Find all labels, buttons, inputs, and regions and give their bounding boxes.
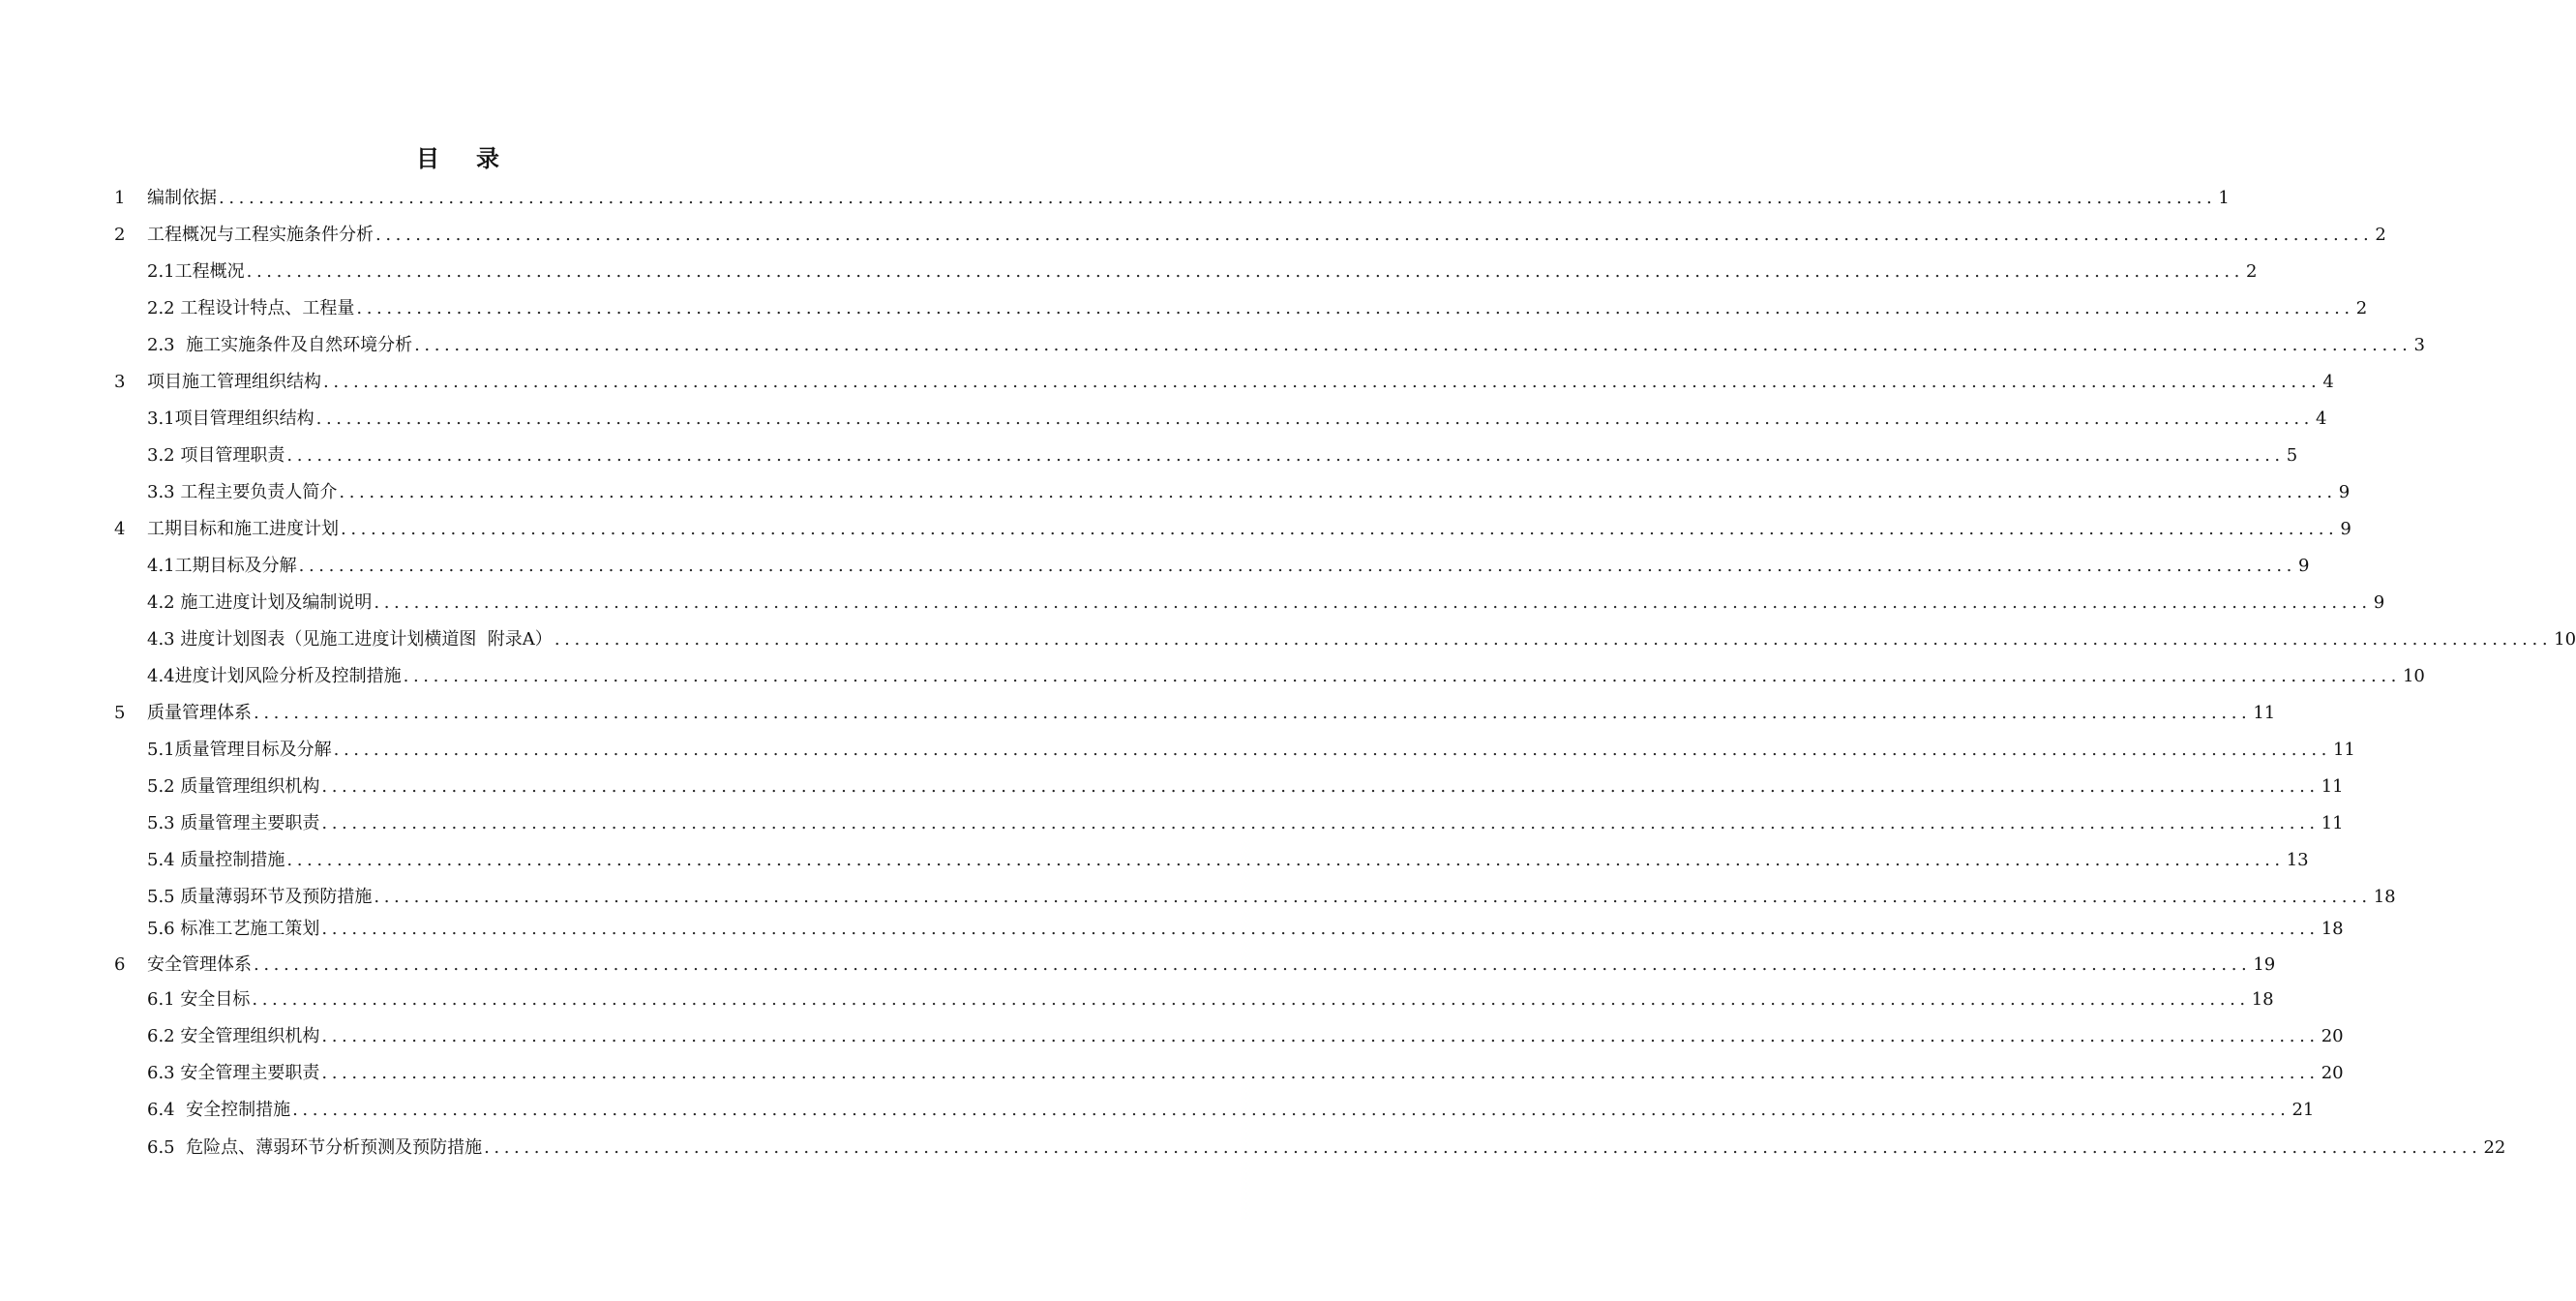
toc-entry-number: 4.2	[147, 592, 175, 613]
toc-entry-number: 3.1	[147, 408, 175, 429]
toc-entry-title: 安全管理主要职责	[174, 1063, 320, 1083]
toc-entry-page-number: 4	[2315, 408, 2327, 429]
toc-entry[interactable]	[114, 181, 2230, 216]
toc-entry-title: 施工进度计划及编制说明	[174, 592, 373, 613]
toc-entry-title: 工程设计特点、工程量	[174, 298, 355, 318]
toc-dot-leader: ........................................................................................................................................................................................................	[356, 298, 2354, 318]
toc-entry-title: 安全控制措施	[174, 1100, 291, 1120]
toc-entry[interactable]	[114, 912, 2344, 947]
toc-entry[interactable]	[114, 475, 2351, 510]
toc-dot-leader: ........................................................................................................................................................................................................	[414, 335, 2412, 355]
toc-entry-number: 4	[114, 519, 126, 539]
toc-entry-title: 标准工艺施工策划	[174, 919, 320, 939]
toc-entry-number: 2.1	[147, 261, 175, 282]
toc-entry-page-number: 9	[2340, 519, 2351, 539]
toc-entry[interactable]	[114, 843, 2309, 878]
toc-entry-number: 5	[114, 703, 126, 723]
toc-entry-title: 工期目标及分解	[174, 556, 297, 576]
toc-dot-leader: ........................................................................................................................................................................................................	[286, 850, 2285, 870]
toc-entry-title: 安全管理体系	[147, 954, 252, 975]
toc-entry-page-number: 2	[2245, 261, 2258, 282]
toc-entry[interactable]	[114, 218, 2386, 253]
toc-dot-leader: ........................................................................................................................................................................................................	[286, 445, 2285, 466]
toc-entry[interactable]	[114, 880, 2396, 915]
toc-entry-title: 编制依据	[147, 188, 217, 208]
toc-dot-leader: ........................................................................................................................................................................................................	[341, 519, 2339, 539]
toc-dot-leader: ........................................................................................................................................................................................................	[246, 261, 2244, 282]
toc-entry-page-number: 20	[2321, 1026, 2344, 1046]
toc-entry[interactable]	[114, 1056, 2344, 1091]
toc-entry-page-number: 11	[2321, 776, 2344, 797]
toc-dot-leader: ........................................................................................................................................................................................................	[254, 703, 2252, 723]
toc-entry-title: 质量管理主要职责	[174, 813, 320, 833]
toc-entry-title: 施工实施条件及自然环境分析	[174, 335, 413, 355]
toc-dot-leader: ........................................................................................................................................................................................................	[375, 225, 2374, 245]
toc-entry-title: 质量管理体系	[147, 703, 252, 723]
toc-entry[interactable]	[114, 983, 2274, 1017]
toc-entry-number: 6.5	[147, 1137, 175, 1158]
toc-entry-page-number: 9	[2373, 592, 2385, 613]
toc-dot-leader: ........................................................................................................................................................................................................	[292, 1100, 2291, 1120]
toc-entry-page-number: 18	[2373, 887, 2396, 907]
toc-dot-leader: ........................................................................................................................................................................................................	[554, 629, 2553, 650]
toc-entry-title: 安全管理组织机构	[174, 1026, 320, 1046]
toc-entry[interactable]	[114, 733, 2355, 768]
toc-dot-leader: ........................................................................................................................................................................................................	[484, 1137, 2482, 1158]
toc-entry[interactable]	[114, 512, 2351, 547]
toc-entry-title: 工程主要负责人简介	[174, 482, 338, 502]
title-part-1: 目	[416, 144, 443, 172]
toc-entry-page-number: 5	[2286, 445, 2298, 466]
toc-entry-number: 4.3	[147, 629, 175, 650]
toc-entry-page-number: 11	[2332, 740, 2355, 760]
toc-entry-title: 项目施工管理组织结构	[147, 372, 321, 392]
toc-entry-number: 2.3	[147, 335, 175, 355]
toc-entry-number: 4.1	[147, 556, 175, 576]
toc-dot-leader: ........................................................................................................................................................................................................	[339, 482, 2337, 502]
toc-entry-number: 6.2	[147, 1026, 175, 1046]
toc-entry-page-number: 9	[2338, 482, 2351, 502]
toc-entry-number: 5.5	[147, 887, 175, 907]
toc-dot-leader: ........................................................................................................................................................................................................	[321, 919, 2320, 939]
toc-dot-leader: ........................................................................................................................................................................................................	[254, 954, 2252, 975]
toc-entry-page-number: 22	[2483, 1137, 2506, 1158]
toc-dot-leader: ........................................................................................................................................................................................................	[315, 408, 2314, 429]
toc-entry-number: 5.2	[147, 776, 175, 797]
toc-entry[interactable]	[114, 255, 2258, 289]
toc-entry-number: 1	[114, 188, 126, 208]
toc-entry-number: 5.1	[147, 740, 175, 760]
toc-dot-leader: ........................................................................................................................................................................................................	[323, 372, 2321, 392]
toc-entry-page-number: 9	[2297, 556, 2310, 576]
toc-entry-page-number: 11	[2253, 703, 2276, 723]
toc-entry-page-number: 3	[2413, 335, 2425, 355]
toc-entry-title: 项目管理职责	[174, 445, 285, 466]
toc-entry-number: 4.4	[147, 666, 175, 686]
toc-entry-number: 3.3	[147, 482, 175, 502]
toc-dot-leader: ........................................................................................................................................................................................................	[219, 188, 2217, 208]
toc-entry-title: 危险点、薄弱环节分析预测及预防措施	[174, 1137, 483, 1158]
toc-entry-title: 工程概况	[174, 261, 245, 282]
toc-entry-title: 质量控制措施	[174, 850, 285, 870]
toc-entry-page-number: 10	[2402, 666, 2425, 686]
toc-entry-number: 6.3	[147, 1063, 175, 1083]
toc-entry-page-number: 4	[2322, 372, 2334, 392]
toc-entry-page-number: 11	[2321, 813, 2344, 833]
toc-entry[interactable]	[114, 291, 2368, 326]
toc-entry[interactable]	[114, 1093, 2315, 1128]
toc-entry[interactable]	[114, 439, 2298, 473]
toc-entry-number: 5.4	[147, 850, 175, 870]
toc-entry-page-number: 13	[2286, 850, 2309, 870]
toc-entry[interactable]	[114, 806, 2344, 841]
toc-entry-page-number: 18	[2251, 989, 2274, 1010]
title-part-2: 录	[476, 144, 503, 172]
toc-entry[interactable]	[114, 622, 2576, 657]
toc-entry-page-number: 2	[2355, 298, 2368, 318]
toc-entry-title: 质量管理组织机构	[174, 776, 320, 797]
toc-entry-page-number: 1	[2218, 188, 2230, 208]
toc-dot-leader: ........................................................................................................................................................................................................	[374, 592, 2372, 613]
toc-entry-page-number: 18	[2321, 919, 2344, 939]
toc-entry[interactable]	[114, 659, 2425, 694]
toc-dot-leader: ........................................................................................................................................................................................................	[321, 1063, 2320, 1083]
toc-entry[interactable]	[114, 402, 2327, 437]
toc-entry-title: 进度计划风险分析及控制措施	[174, 666, 402, 686]
toc-entry-number: 2	[114, 225, 126, 245]
toc-entry-title: 进度计划图表（见施工进度计划横道图 附录A）	[174, 629, 553, 650]
toc-entry-page-number: 19	[2253, 954, 2276, 975]
toc-dot-leader: ........................................................................................................................................................................................................	[298, 556, 2296, 576]
toc-entry-page-number: 20	[2321, 1063, 2344, 1083]
toc-entry-number: 6	[114, 954, 126, 975]
toc-entry-page-number: 2	[2375, 225, 2386, 245]
toc-entry[interactable]	[114, 696, 2276, 731]
toc-dot-leader: ........................................................................................................................................................................................................	[403, 666, 2401, 686]
toc-dot-leader: ........................................................................................................................................................................................................	[333, 740, 2331, 760]
toc-entry-title: 安全目标	[174, 989, 251, 1010]
toc-entry[interactable]	[114, 948, 2276, 983]
toc-dot-leader: ........................................................................................................................................................................................................	[321, 813, 2320, 833]
toc-dot-leader: ........................................................................................................................................................................................................	[252, 989, 2250, 1010]
toc-entry[interactable]	[114, 586, 2385, 620]
toc-dot-leader: ........................................................................................................................................................................................................	[374, 887, 2372, 907]
toc-entry[interactable]	[114, 365, 2334, 400]
page-title	[0, 143, 919, 174]
toc-entry-number: 6.1	[147, 989, 175, 1010]
toc-entry-number: 2.2	[147, 298, 175, 318]
toc-entry-page-number: 21	[2291, 1100, 2315, 1120]
toc-entry[interactable]	[114, 549, 2310, 584]
toc-entry-title: 质量薄弱环节及预防措施	[174, 887, 373, 907]
toc-entry-number: 3.2	[147, 445, 175, 466]
toc-entry-page-number: 10	[2554, 629, 2576, 650]
toc-entry[interactable]	[114, 770, 2344, 804]
toc-entry-title: 质量管理目标及分解	[174, 740, 332, 760]
toc-entry-title: 项目管理组织结构	[174, 408, 315, 429]
toc-entry-title: 工期目标和施工进度计划	[147, 519, 339, 539]
toc-entry[interactable]	[114, 328, 2425, 363]
toc-entry-number: 5.6	[147, 919, 175, 939]
toc-dot-leader: ........................................................................................................................................................................................................	[321, 776, 2320, 797]
toc-entry-number: 5.3	[147, 813, 175, 833]
toc-entry[interactable]	[114, 1019, 2344, 1054]
toc-dot-leader: ........................................................................................................................................................................................................	[321, 1026, 2320, 1046]
toc-entry[interactable]	[114, 1131, 2506, 1165]
toc-entry-number: 3	[114, 372, 126, 392]
toc-entry-title: 工程概况与工程实施条件分析	[147, 225, 374, 245]
toc-entry-number: 6.4	[147, 1100, 175, 1120]
